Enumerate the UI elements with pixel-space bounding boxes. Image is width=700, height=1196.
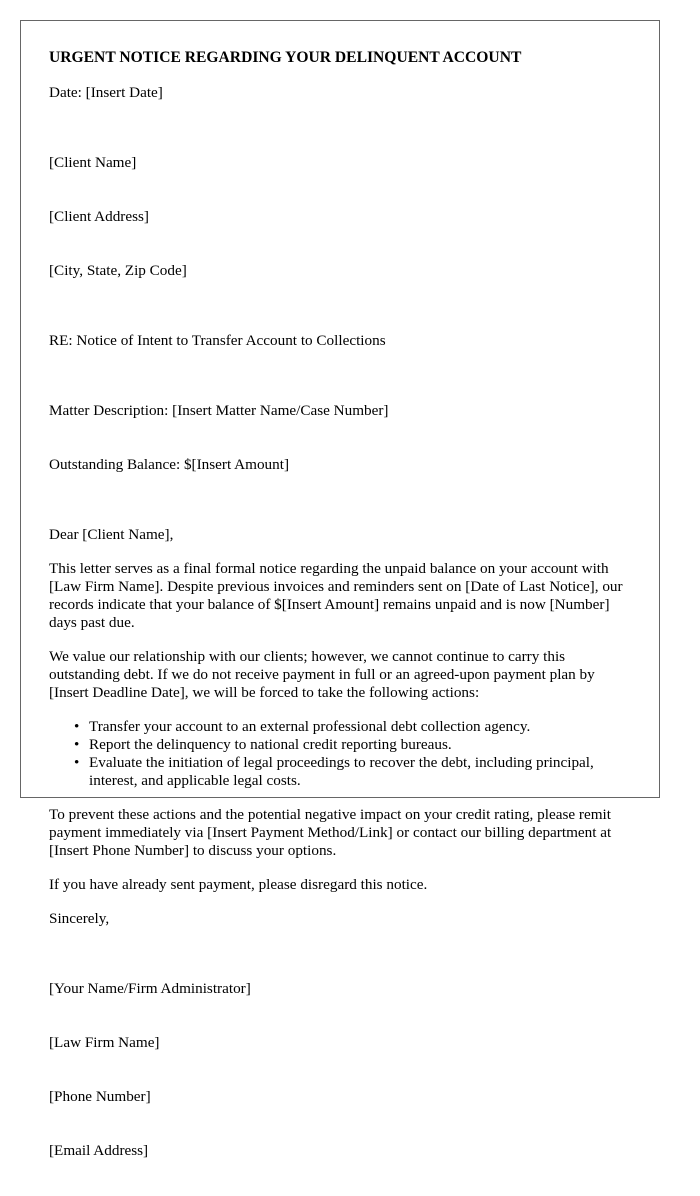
recipient-city-state-zip: [City, State, Zip Code]	[49, 262, 187, 279]
letter-title: URGENT NOTICE REGARDING YOUR DELINQUENT ACCOUNT	[49, 49, 522, 66]
paragraph-actions-intro: We value our relationship with our clients; however, we cannot continue to carry this outstanding debt. If we do not receive payment in full or an agreed-upon payment plan by [Insert Deadline Date], we will be forced to take the following actions:	[49, 648, 599, 701]
re-line: RE: Notice of Intent to Transfer Account to Collections	[49, 332, 386, 349]
salutation: Dear [Client Name],	[49, 526, 174, 543]
closing: Sincerely,	[49, 910, 110, 927]
list-item	[74, 736, 631, 754]
bullet-icon: •	[74, 754, 80, 771]
action-text: Evaluate the initiation of legal proceedings to recover the debt, including principal, interest, and applicable legal costs.	[89, 754, 594, 789]
list-item	[74, 718, 631, 736]
bullet-icon: •	[74, 718, 80, 735]
matter-block	[49, 366, 631, 510]
signature-firm: [Law Firm Name]	[49, 1034, 160, 1051]
action-text: Report the delinquency to national credit reporting bureaus.	[89, 736, 452, 753]
letter-document	[20, 20, 660, 1159]
bullet-icon: •	[74, 736, 80, 753]
signature-email: [Email Address]	[49, 1142, 149, 1159]
recipient-name: [Client Name]	[49, 154, 137, 171]
signature-block	[49, 944, 631, 1196]
signature-name: [Your Name/Firm Administrator]	[49, 980, 251, 997]
date-line: Date: [Insert Date]	[49, 84, 163, 101]
outstanding-balance: Outstanding Balance: $[Insert Amount]	[49, 456, 289, 473]
signature-phone: [Phone Number]	[49, 1088, 151, 1105]
paragraph-payment: To prevent these actions and the potential negative impact on your credit rating, please remit payment immediately via [Insert Payment Method/Link] or contact our billing department at [Insert Phone Number] to discuss your options.	[49, 806, 616, 859]
matter-description: Matter Description: [Insert Matter Name/Case Number]	[49, 402, 389, 419]
actions-list	[49, 718, 631, 790]
paragraph-disregard: If you have already sent payment, please disregard this notice.	[49, 876, 428, 893]
recipient-address: [Client Address]	[49, 208, 149, 225]
recipient-block	[49, 118, 631, 316]
list-item	[74, 754, 631, 790]
paragraph-notice: This letter serves as a final formal notice regarding the unpaid balance on your account with [Law Firm Name]. Despite previous invoices and reminders sent on [Date of Last Notice], our records indicate that your balance of $[Insert Amount] remains unpaid and is now [Number] days past due.	[49, 560, 627, 631]
action-text: Transfer your account to an external professional debt collection agency.	[89, 718, 531, 735]
